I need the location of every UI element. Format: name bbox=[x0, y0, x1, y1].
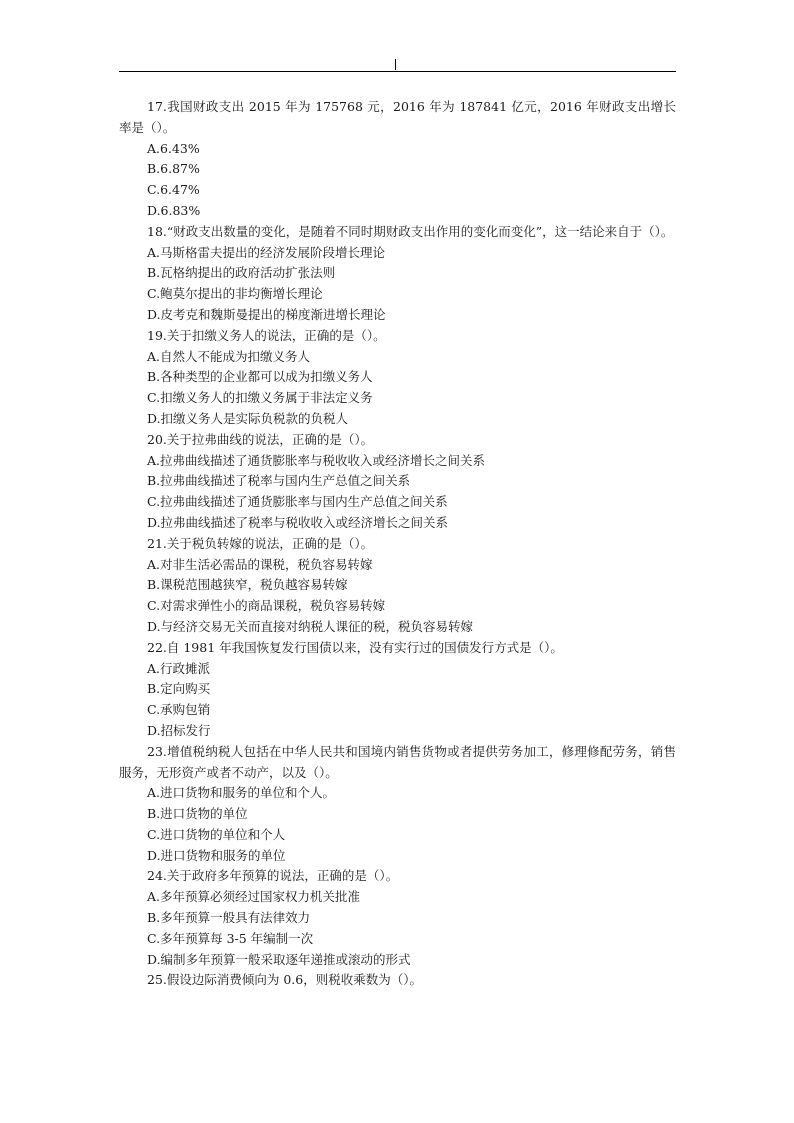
answer-option: C.承购包销 bbox=[147, 702, 211, 718]
answer-option: A.行政摊派 bbox=[147, 660, 211, 676]
header-rule bbox=[119, 71, 676, 72]
question-list bbox=[119, 97, 676, 991]
answer-option: C.拉弗曲线描述了通货膨胀率与国内生产总值之间关系 bbox=[147, 494, 448, 510]
answer-option: B.多年预算一般具有法律效力 bbox=[147, 910, 311, 926]
answer-option: A.6.43% bbox=[147, 140, 200, 156]
question-stem: 17.我国财政支出 2015 年为 175768 元，2016 年为 187841 亿元，2016 年财政支出增长率是（）。 bbox=[119, 99, 676, 135]
question-stem: 24.关于政府多年预算的说法，正确的是（）。 bbox=[147, 868, 399, 884]
answer-option: A.多年预算必须经过国家权力机关批准 bbox=[147, 889, 361, 905]
header-marker bbox=[395, 59, 396, 70]
answer-option: A.进口货物和服务的单位和个人。 bbox=[147, 785, 336, 801]
question-stem: 20.关于拉弗曲线的说法，正确的是（）。 bbox=[147, 431, 374, 447]
question-stem: 21.关于税负转嫁的说法，正确的是（）。 bbox=[147, 535, 374, 551]
answer-option: A.马斯格雷夫提出的经济发展阶段增长理论 bbox=[147, 244, 386, 260]
answer-option: B.定向购买 bbox=[147, 681, 211, 697]
answer-option: B.各种类型的企业都可以成为扣缴义务人 bbox=[147, 369, 373, 385]
question-stem: 25.假设边际消费倾向为 0.6，则税收乘数为（）。 bbox=[147, 972, 422, 988]
answer-option: A.对非生活必需品的课税，税负容易转嫁 bbox=[147, 556, 373, 572]
answer-option: B.拉弗曲线描述了税率与国内生产总值之间关系 bbox=[147, 473, 411, 489]
answer-option: D.与经济交易无关而直接对纳税人课征的税，税负容易转嫁 bbox=[147, 618, 474, 634]
answer-option: C.进口货物的单位和个人 bbox=[147, 826, 286, 842]
question-stem: 22.自 1981 年我国恢复发行国债以来，没有实行过的国债发行方式是（）。 bbox=[147, 639, 563, 655]
answer-option: D.拉弗曲线描述了税率与税收收入或经济增长之间关系 bbox=[147, 514, 449, 530]
answer-option: D.编制多年预算一般采取逐年递推或滚动的形式 bbox=[147, 951, 411, 967]
answer-option: D.皮考克和魏斯曼提出的梯度渐进增长理论 bbox=[147, 306, 386, 322]
answer-option: C.鲍莫尔提出的非均衡增长理论 bbox=[147, 286, 323, 302]
question-stem: 19.关于扣缴义务人的说法，正确的是（）。 bbox=[147, 327, 386, 343]
answer-option: B.6.87% bbox=[147, 161, 200, 177]
answer-option: B.进口货物的单位 bbox=[147, 806, 248, 822]
answer-option: B.瓦格纳提出的政府活动扩张法则 bbox=[147, 265, 336, 281]
answer-option: B.课税范围越狭窄，税负越容易转嫁 bbox=[147, 577, 348, 593]
answer-option: D.6.83% bbox=[147, 202, 201, 218]
question-stem: 23.增值税纳税人包括在中华人民共和国境内销售货物或者提供劳务加工，修理修配劳务，销售服务，无形资产或者不动产，以及（）。 bbox=[119, 743, 676, 780]
answer-option: C.扣缴义务人的扣缴义务属于非法定义务 bbox=[147, 390, 373, 406]
answer-option: C.多年预算每 3-5 年编制一次 bbox=[147, 930, 314, 946]
answer-option: A.自然人不能成为扣缴义务人 bbox=[147, 348, 311, 364]
answer-option: D.扣缴义务人是实际负税款的负税人 bbox=[147, 410, 349, 426]
question-stem: 18.“财政支出数量的变化，是随着不同时期财政支出作用的变化而变化”，这一结论来自于（）。 bbox=[147, 223, 674, 239]
answer-option: D.招标发行 bbox=[147, 722, 211, 738]
answer-option: A.拉弗曲线描述了通货膨胀率与税收收入或经济增长之间关系 bbox=[147, 452, 486, 468]
answer-option: D.进口货物和服务的单位 bbox=[147, 847, 286, 863]
answer-option: C.6.47% bbox=[147, 182, 200, 198]
answer-option: C.对需求弹性小的商品课税，税负容易转嫁 bbox=[147, 598, 386, 614]
